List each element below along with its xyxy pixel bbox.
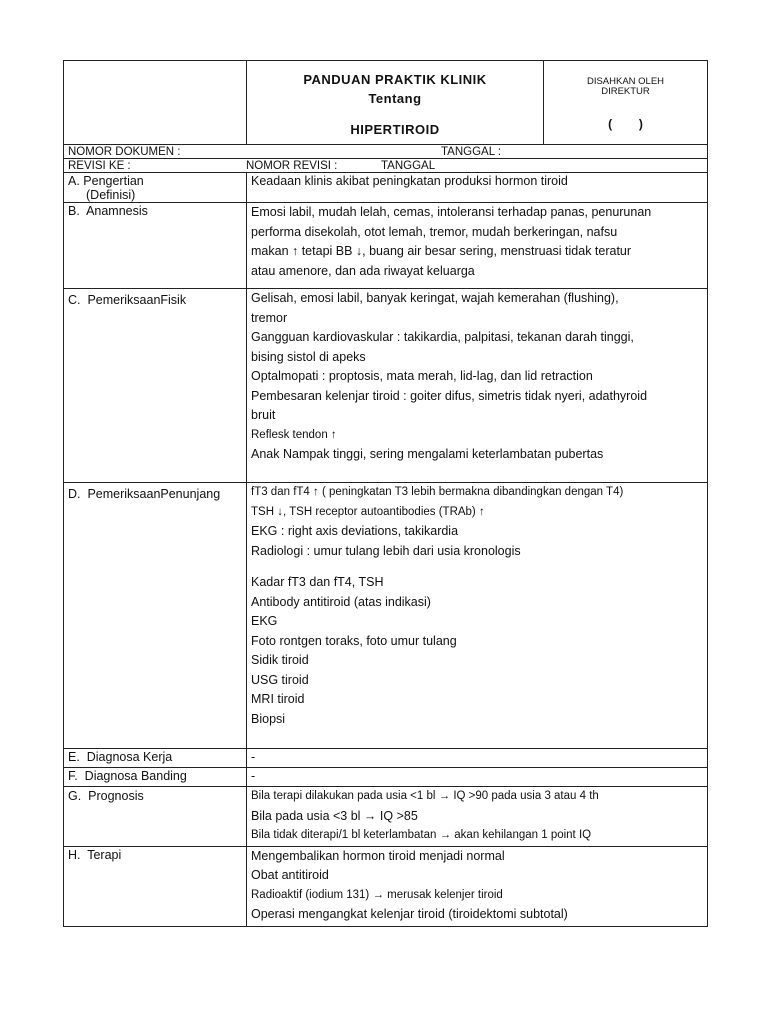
spacer xyxy=(251,561,703,573)
anamnesis-line: Emosi labil, mudah lelah, cemas, intoleransi terhadap panas, penurunan xyxy=(251,205,652,219)
supporting-exam-line: fT3 dan fT4 ↑ ( peningkatan T3 lebih bermakna dibandingkan dengan T4) xyxy=(251,486,624,498)
section-h-label: H. Terapi xyxy=(64,846,247,926)
prognosis-line: Bila pada usia <3 bl → IQ >85 xyxy=(251,808,418,823)
test-list-item: MRI tiroid xyxy=(251,692,305,706)
title-cell xyxy=(247,61,544,145)
therapy-line: Obat antitiroid xyxy=(251,868,329,882)
revision-label: REVISI KE : xyxy=(68,160,131,172)
definition-text: Keadaan klinis akibat peningkatan produksi hormon tiroid xyxy=(251,174,568,188)
section-c-label: C. PemeriksaanFisik xyxy=(64,289,247,483)
physical-exam-line: Gangguan kardiovaskular : takikardia, palpitasi, tekanan darah tinggi, xyxy=(251,330,634,344)
header-row xyxy=(64,61,708,145)
document-number-cell xyxy=(64,145,708,159)
therapy-line: Mengembalikan hormon tiroid menjadi normal xyxy=(251,848,505,863)
section-b-content xyxy=(247,203,708,289)
section-e-label: E. Diagnosa Kerja xyxy=(64,749,247,768)
supporting-exam-line: TSH ↓, TSH receptor autoantibodies (TRAb) ↑ xyxy=(251,505,485,518)
therapy-line: Radioaktif (iodium 131) → merusak kelenjer tiroid xyxy=(251,888,503,901)
anamnesis-line: atau amenore, dan ada riwayat keluarga xyxy=(251,263,475,278)
revision-date-label: TANGGAL xyxy=(381,160,436,172)
section-f-content: - xyxy=(247,768,708,787)
section-h-content xyxy=(247,846,708,926)
guideline-topic: HIPERTIROID xyxy=(350,122,440,137)
test-list-item: EKG xyxy=(251,614,278,628)
approval-cell xyxy=(544,61,708,145)
section-b-row xyxy=(64,203,708,289)
test-list-item: Kadar fT3 dan fT4, TSH xyxy=(251,575,384,589)
guideline-title: PANDUAN PRAKTIK KLINIK xyxy=(303,72,487,87)
anamnesis-line: performa disekolah, otot lemah, tremor, mudah berkeringan, nafsu xyxy=(251,224,618,239)
section-a-label-line2: (Definisi) xyxy=(86,188,136,202)
document-number-label: NOMOR DOKUMEN : xyxy=(68,146,181,158)
meta-row-revision xyxy=(64,159,708,173)
section-a-label xyxy=(64,173,247,203)
revision-number-label: NOMOR REVISI : xyxy=(246,160,338,172)
physical-exam-line: tremor xyxy=(251,310,288,325)
section-c-row xyxy=(64,289,708,483)
section-e-content: - xyxy=(247,749,708,768)
section-d-row xyxy=(64,483,708,749)
revision-cell xyxy=(64,159,708,173)
logo-cell xyxy=(64,61,247,145)
physical-exam-line: Anak Nampak tinggi, sering mengalami keterlambatan pubertas xyxy=(251,447,604,461)
section-e-row xyxy=(64,749,708,768)
physical-exam-line: Optalmopati : proptosis, mata merah, lid-lag, dan lid retraction xyxy=(251,369,593,383)
section-h-row xyxy=(64,846,708,926)
physical-exam-line: bising sistol di apeks xyxy=(251,349,366,364)
test-list-item: Biopsi xyxy=(251,711,286,726)
section-c-content xyxy=(247,289,708,483)
approval-role: DIREKTUR xyxy=(601,85,650,97)
section-g-row xyxy=(64,787,708,847)
physical-exam-line: bruit xyxy=(251,408,276,422)
clinical-practice-guideline-document xyxy=(63,60,707,927)
therapy-line: Operasi mengangkat kelenjar tiroid (tiroidektomi subtotal) xyxy=(251,907,568,921)
prognosis-line: Bila terapi dilakukan pada usia <1 bl → IQ >90 pada usia 3 atau 4 th xyxy=(251,790,599,802)
test-list-item: Sidik tiroid xyxy=(251,653,309,667)
section-a-content xyxy=(247,173,708,203)
meta-row-document xyxy=(64,145,708,159)
section-g-label: G. Prognosis xyxy=(64,787,247,847)
section-g-content xyxy=(247,787,708,847)
section-b-label: B. Anamnesis xyxy=(64,203,247,289)
guideline-subtitle: Tentang xyxy=(368,91,422,106)
physical-exam-line: Reflesk tendon ↑ xyxy=(251,428,337,441)
physical-exam-line: Pembesaran kelenjar tiroid : goiter difus, simetris tidak nyeri, adathyroid xyxy=(251,388,648,403)
section-a-row xyxy=(64,173,708,203)
supporting-exam-line: Radiologi : umur tulang lebih dari usia kronologis xyxy=(251,543,521,558)
physical-exam-line: Gelisah, emosi labil, banyak keringat, wajah kemerahan (flushing), xyxy=(251,291,619,305)
section-d-content xyxy=(247,483,708,749)
test-list-item: Foto rontgen toraks, foto umur tulang xyxy=(251,633,457,648)
section-f-label: F. Diagnosa Banding xyxy=(64,768,247,787)
test-list-item: USG tiroid xyxy=(251,672,309,687)
section-d-label: D. PemeriksaanPenunjang xyxy=(64,483,247,749)
approval-signature: ( ) xyxy=(608,116,643,131)
anamnesis-line: makan ↑ tetapi BB ↓, buang air besar sering, menstruasi tidak teratur xyxy=(251,244,632,258)
guideline-table xyxy=(63,60,708,927)
supporting-exam-line: EKG : right axis deviations, takikardia xyxy=(251,524,459,538)
section-f-row xyxy=(64,768,708,787)
section-a-label-line1: A. Pengertian xyxy=(68,174,144,188)
test-list-item: Antibody antitiroid (atas indikasi) xyxy=(251,594,431,609)
prognosis-line: Bila tidak diterapi/1 bl keterlambatan → akan kehilangan 1 point IQ xyxy=(251,829,592,841)
date-label: TANGGAL : xyxy=(441,146,502,158)
approval-label: DISAHKAN OLEH xyxy=(586,75,665,87)
